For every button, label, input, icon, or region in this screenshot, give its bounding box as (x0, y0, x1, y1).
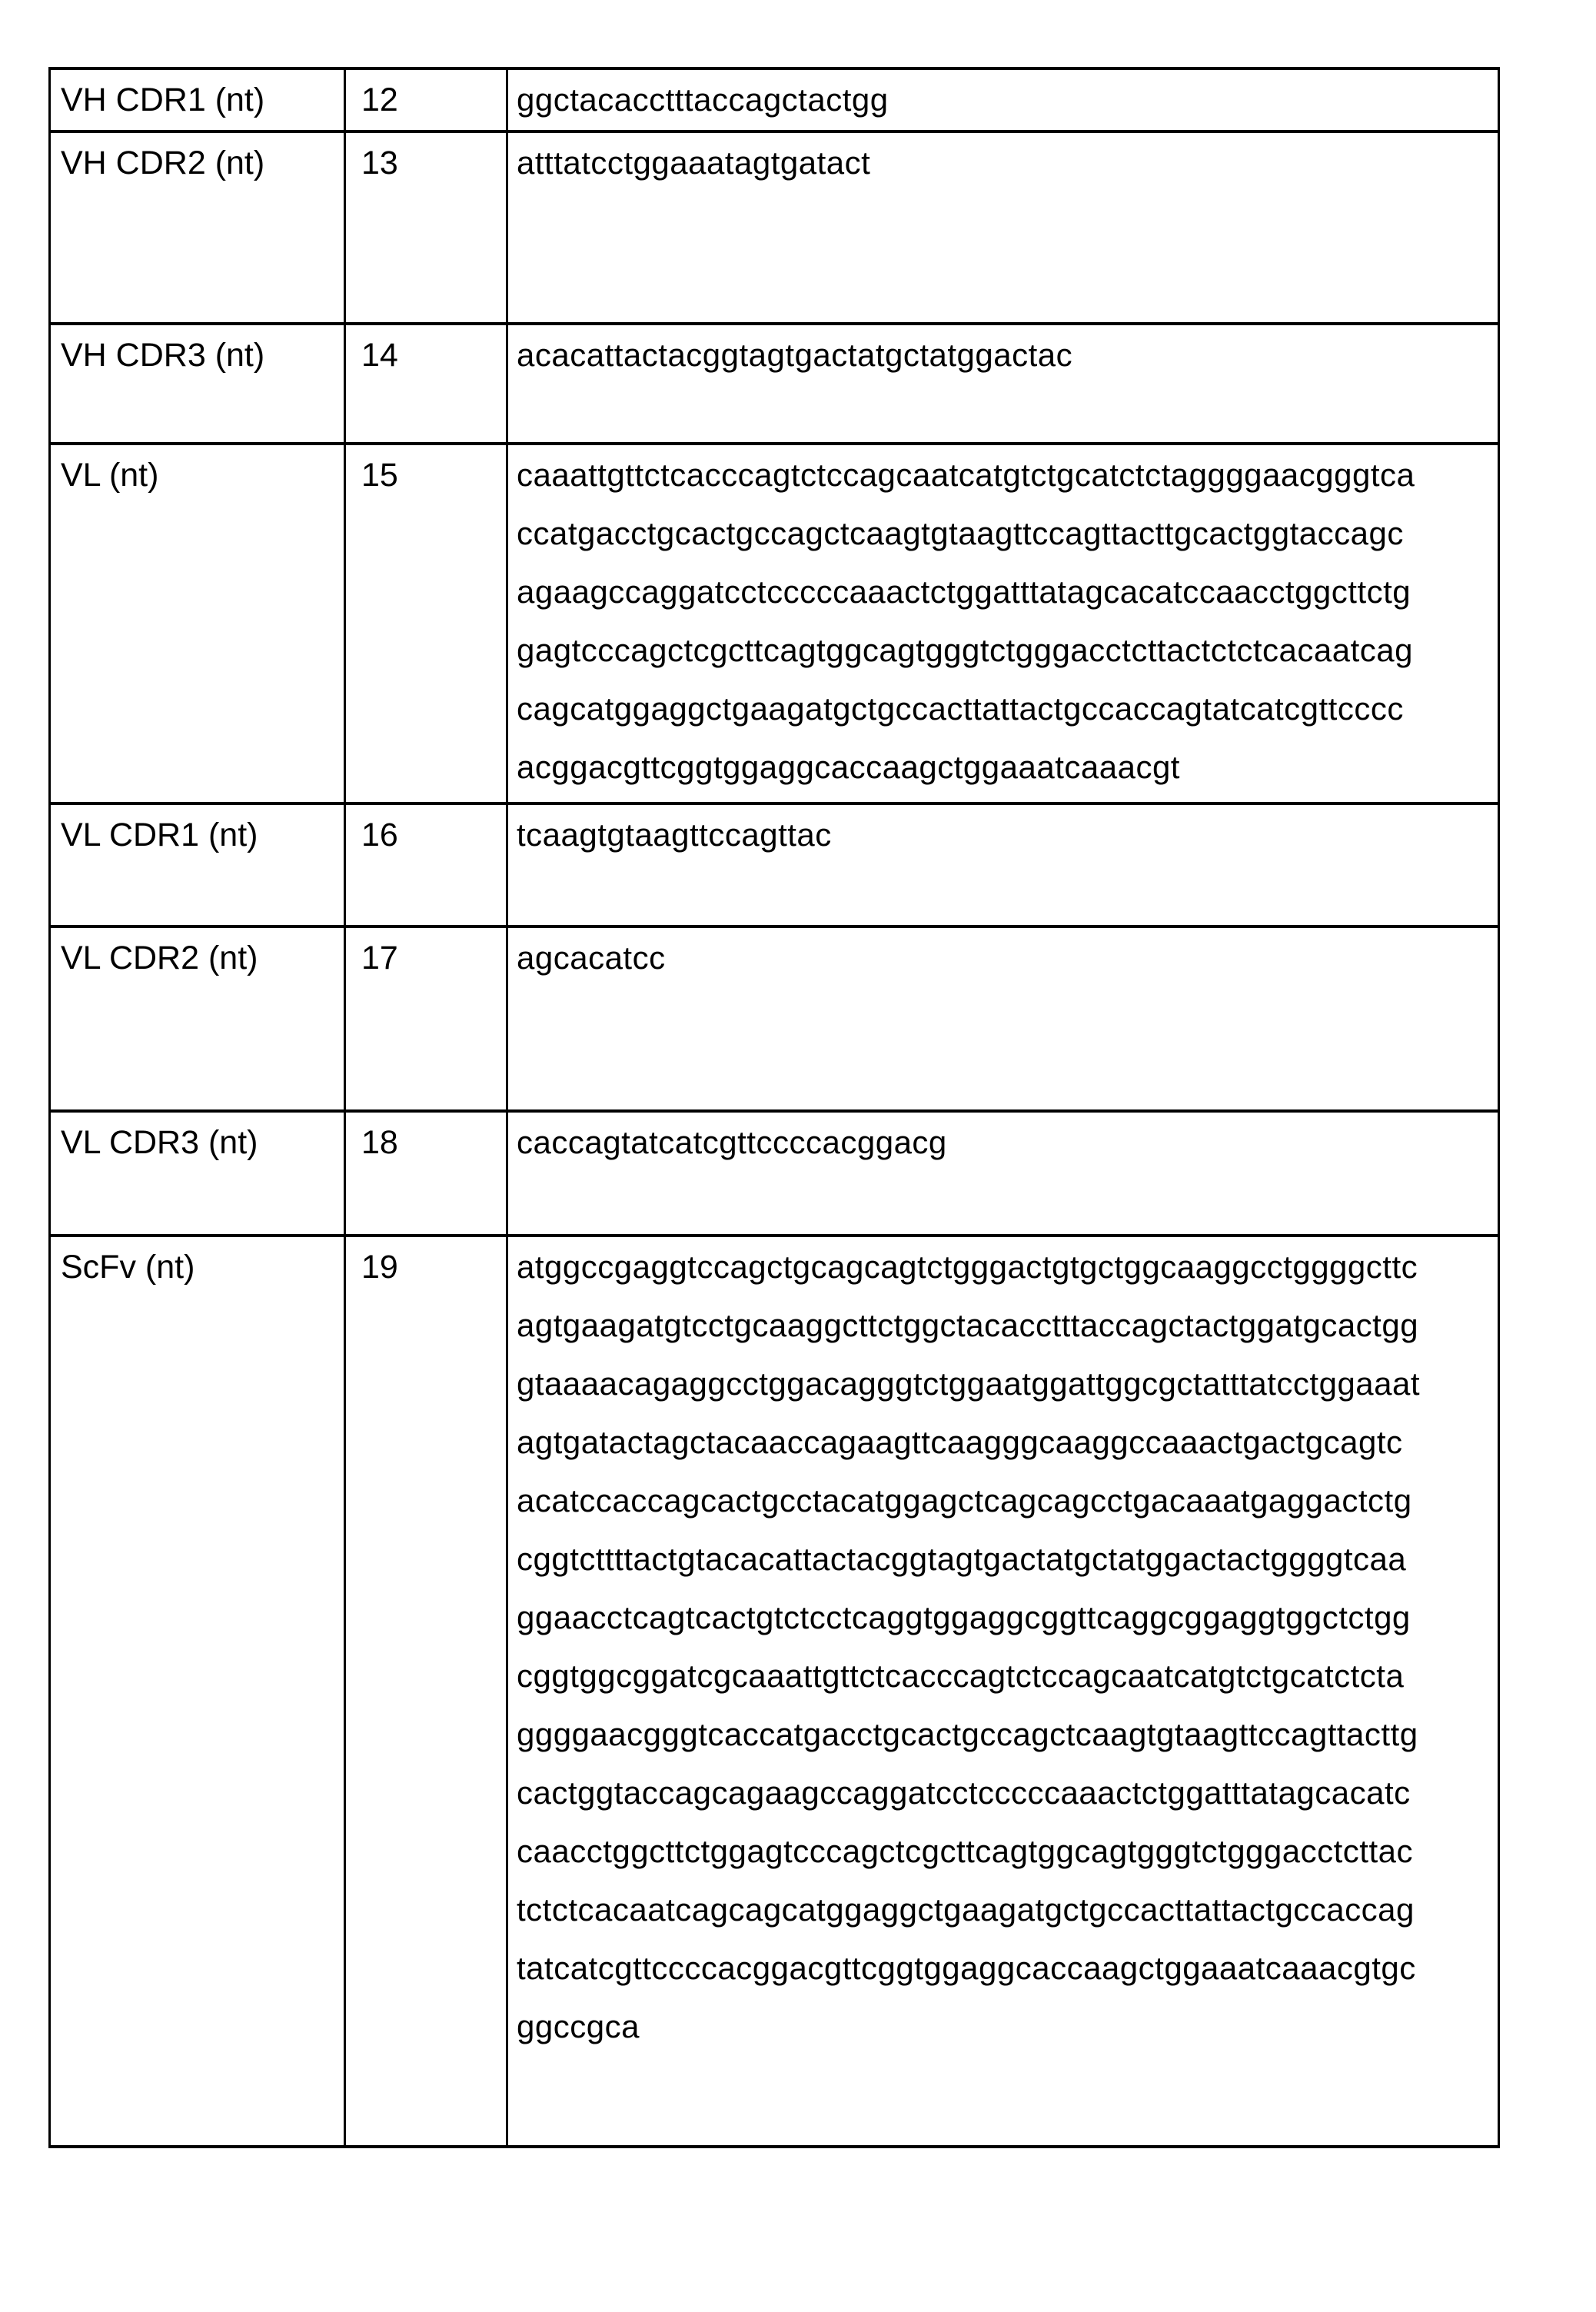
row-label: ScFv (nt) (50, 1236, 345, 2147)
seq-id: 17 (345, 926, 507, 1111)
seq-id: 19 (345, 1236, 507, 2147)
sequence-text: tcaagtgtaagttccagttac (507, 803, 1499, 926)
table-row (50, 68, 1499, 131)
table-row (50, 1111, 1499, 1236)
sequence-text: acacattactacggtagtgactatgctatggactac (507, 324, 1499, 444)
sequence-text: agcacatcc (507, 926, 1499, 1111)
row-label: VL CDR2 (nt) (50, 926, 345, 1111)
seq-id: 12 (345, 68, 507, 131)
seq-id: 16 (345, 803, 507, 926)
sequence-text: atttatcctggaaatagtgatact (507, 131, 1499, 324)
table-row (50, 926, 1499, 1111)
seq-id: 15 (345, 444, 507, 803)
table-row (50, 444, 1499, 803)
sequence-text: ggctacacctttaccagctactgg (507, 68, 1499, 131)
table-row (50, 324, 1499, 444)
row-label: VL CDR3 (nt) (50, 1111, 345, 1236)
sequence-table (48, 67, 1500, 2148)
row-label: VL (nt) (50, 444, 345, 803)
sequence-text: atggccgaggtccagctgcagcagtctgggactgtgctggcaaggcctggggcttc agtgaagatgtcctgcaaggcttctggctacacctttaccagctactggatgcactgg gtaaaacagaggcctggacagggtctggaatggattggcgctatttatcctggaaat agtgatactagctacaaccagaagttcaagggcaaggccaaactgactgcagtc acatccaccagcactgcctacatggagctcagcagcctgacaaatgaggactctg cggtcttttactgtacacattactacggtagtgactatgctatggactactggggtcaa ggaacctcagtcactgtctcctcaggtggaggcggttcaggcggaggtggctctgg cggtggcggatcgcaaattgttctcacccagtctccagcaatcatgtctgcatctcta ggggaacgggtcaccatgacctgcactgccagctcaagtgtaagttccagttacttg cactggtaccagcagaagccaggatcctcccccaaactctggatttatagcacatc caacctggcttctggagtcccagctcgcttcagtggcagtgggtctgggacctcttac tctctcacaatcagcagcatggaggctgaagatgctgccacttattactgccaccag tatcatcgttccccacggacgttcggtggaggcaccaagctggaaatcaaacgtgc ggccgca (507, 1236, 1499, 2147)
row-label: VH CDR3 (nt) (50, 324, 345, 444)
sequence-text: caaattgttctcacccagtctccagcaatcatgtctgcatctctaggggaacgggtca ccatgacctgcactgccagctcaagtgtaagttccagttacttgcactggtaccagc agaagccaggatcctcccccaaactctggatttatagcacatccaacctggcttctg gagtcccagctcgcttcagtggcagtgggtctgggacctcttactctctcacaatcag cagcatggaggctgaagatgctgccacttattactgccaccagtatcatcgttcccc acggacgttcggtggaggcaccaagctggaaatcaaacgt (507, 444, 1499, 803)
row-label: VH CDR2 (nt) (50, 131, 345, 324)
row-label: VL CDR1 (nt) (50, 803, 345, 926)
table-row (50, 803, 1499, 926)
seq-id: 18 (345, 1111, 507, 1236)
table-row (50, 1236, 1499, 2147)
table-row (50, 131, 1499, 324)
sequence-text: caccagtatcatcgttccccacggacg (507, 1111, 1499, 1236)
seq-id: 13 (345, 131, 507, 324)
seq-id: 14 (345, 324, 507, 444)
row-label: VH CDR1 (nt) (50, 68, 345, 131)
